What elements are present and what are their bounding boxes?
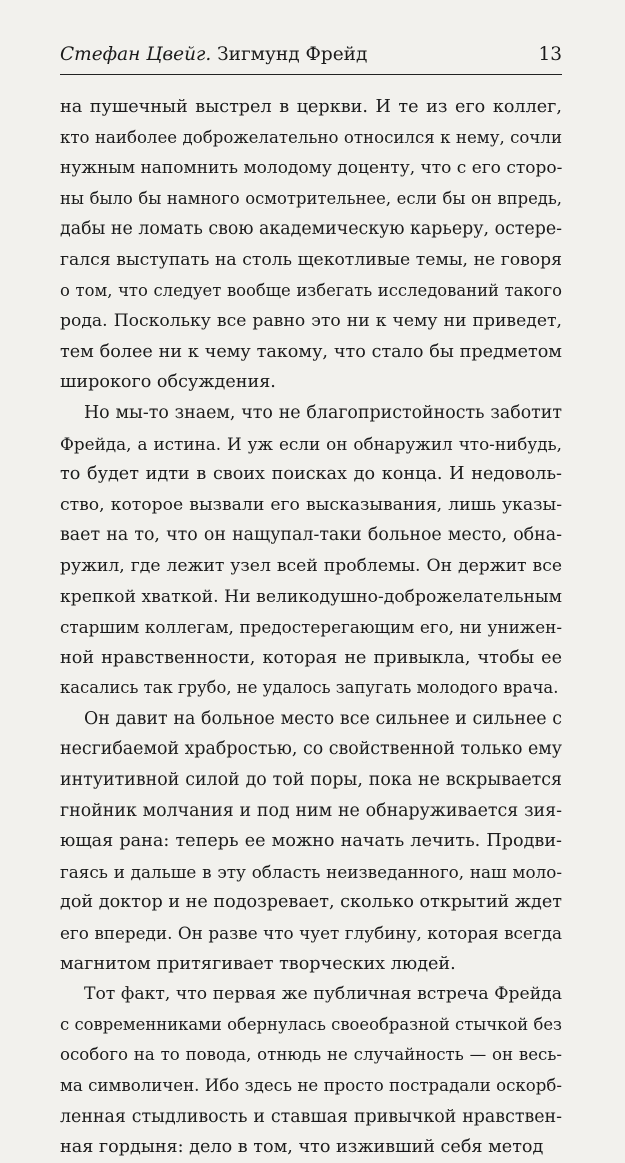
page-number: 13	[538, 44, 562, 65]
paragraph	[60, 979, 562, 1163]
text-line: с современниками обернулась своеобразной стычкой без	[60, 1014, 562, 1034]
text-line: Но мы-то знаем, что не благопристойность заботит	[84, 402, 562, 423]
body-text	[60, 92, 562, 1163]
text-line: ство, которое вызвали его высказывания, лишь указы-	[60, 494, 562, 515]
text-line: ма символичен. Ибо здесь не просто пострадали оскорб-	[60, 1076, 562, 1095]
text-line: гнойник молчания и под ним не обнаруживается зия-	[60, 800, 562, 821]
paragraph	[60, 398, 562, 704]
text-line: то будет идти в своих поисках до конца. И недоволь-	[60, 464, 562, 485]
text-line: вает на то, что он нащупал-таки больное место, обна-	[60, 525, 562, 546]
header-title: Зигмунд Фрейд	[217, 44, 368, 65]
text-line: ющая рана: теперь ее можно начать лечить. Продви-	[60, 831, 562, 852]
text-line: тем более ни к чему такому, что стало бы предметом	[60, 341, 562, 362]
text-line: Он давит на больное место все сильнее и сильнее с	[84, 708, 562, 729]
text-line: старшим коллегам, предостерегающим его, ни унижен-	[60, 617, 562, 638]
text-line: нужным напомнить молодому доценту, что с его сторо-	[60, 158, 563, 179]
text-line: несгибаемой храбростью, со свойственной только ему	[60, 739, 563, 760]
text-line: ленная стыдливость и ставшая привычкой нравствен-	[60, 1106, 562, 1127]
text-line: касались так грубо, не удалось запугать молодого врача.	[60, 678, 559, 698]
paragraph	[60, 704, 562, 979]
text-line: дабы не ломать свою академическую карьеру, остере-	[60, 219, 563, 240]
text-line: гался выступать на столь щекотливые темы, не говоря	[60, 249, 562, 270]
text-line: о том, что следует вообще избегать исследований такого	[60, 280, 562, 300]
text-line: интуитивной силой до той поры, пока не вскрывается	[60, 770, 562, 791]
text-line: рода. Поскольку все равно это ни к чему ни приведет,	[60, 311, 562, 332]
text-line: гаясь и дальше в эту область неизведанного, наш моло-	[60, 861, 562, 882]
text-line: на пушечный выстрел в церкви. И те из его коллег,	[60, 97, 562, 117]
text-line: Фрейда, а истина. И уж если он обнаружил что-нибудь,	[60, 433, 562, 454]
text-line: его впереди. Он разве что чует глубину, которая всегда	[60, 923, 562, 944]
text-line: Тот факт, что первая же публичная встреча Фрейда	[84, 984, 562, 1005]
header-author: Стефан Цвейг.	[60, 44, 212, 65]
text-line: особого на то повода, отнюдь не случайность — он весь-	[60, 1045, 562, 1065]
text-line: ны было бы намного осмотрительнее, если бы он впредь,	[60, 188, 562, 208]
text-line: широкого обсуждения.	[60, 372, 276, 393]
text-line: ружил, где лежит узел всей проблемы. Он держит все	[60, 555, 562, 576]
text-line: ная гордыня: дело в том, что изживший себя метод	[60, 1137, 544, 1158]
running-header	[60, 44, 562, 70]
text-line: ной нравственности, которая не привыкла, чтобы ее	[60, 647, 562, 668]
text-line: крепкой хваткой. Ни великодушно-доброжелательным	[60, 586, 562, 607]
header-rule	[60, 74, 562, 75]
text-line: дой доктор и не подозревает, сколько открытий ждет	[60, 892, 563, 913]
text-line: кто наиболее доброжелательно относился к нему, сочли	[60, 127, 562, 147]
text-line: магнитом притягивает творческих людей.	[60, 953, 456, 974]
paragraph	[60, 92, 562, 398]
